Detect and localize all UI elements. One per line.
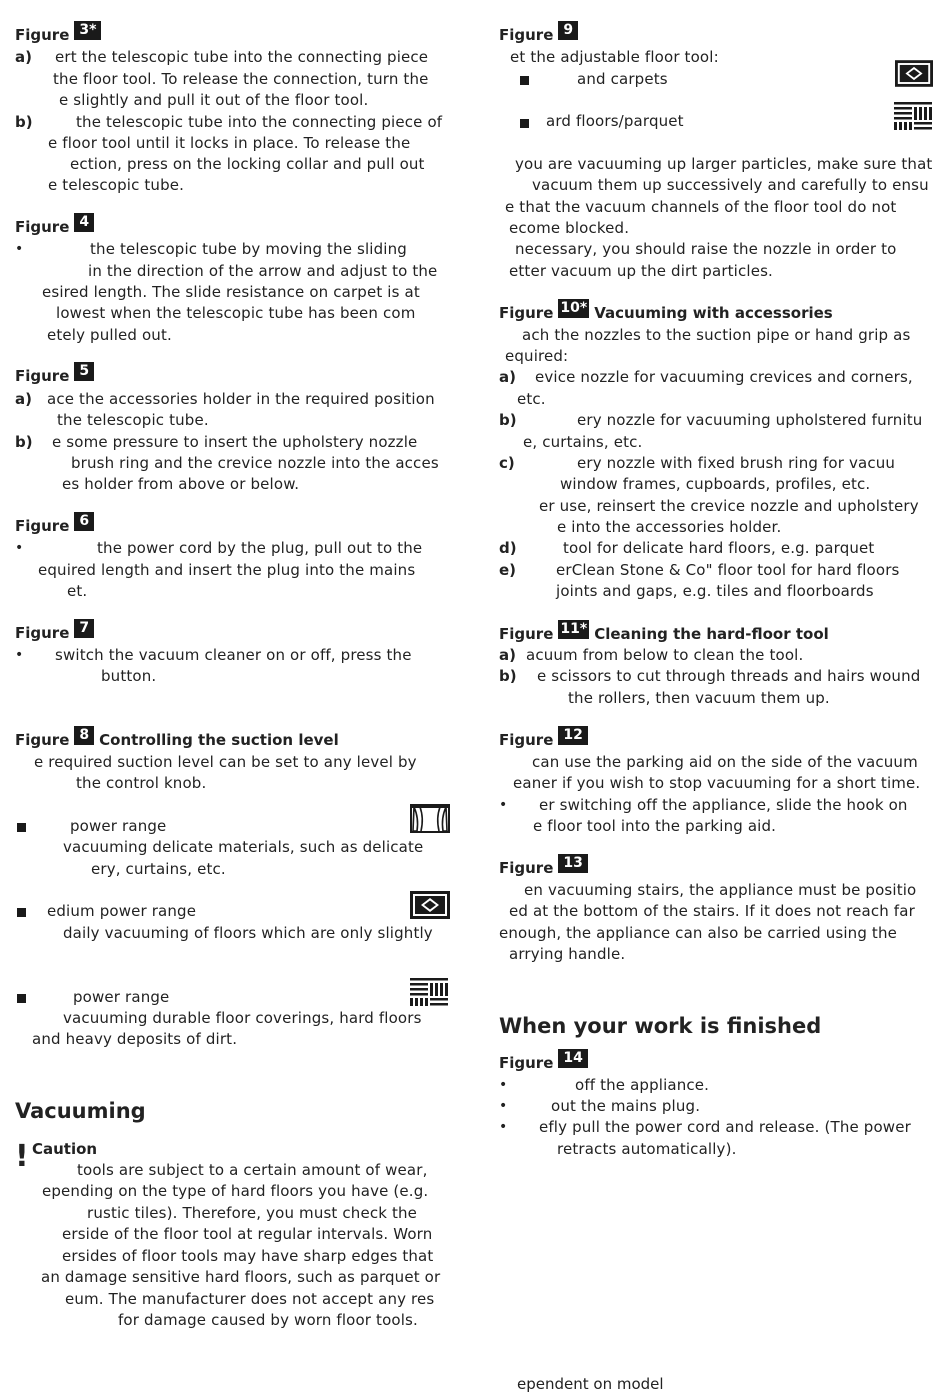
figure-label: Figure — [15, 517, 70, 535]
text-line: eum. The manufacturer does not accept any res — [65, 1290, 435, 1308]
square-bullet — [520, 119, 529, 128]
figure-number-badge: 14 — [558, 1049, 587, 1068]
text-line: in the direction of the arrow and adjust to the — [88, 262, 438, 280]
figure-9-heading — [499, 22, 578, 46]
figure-number-badge: 12 — [558, 726, 587, 745]
text-line: the power cord by the plug, pull out to the — [97, 539, 423, 557]
figure-13-heading — [499, 855, 588, 879]
text-line: tools are subject to a certain amount of wear, — [77, 1161, 428, 1179]
power-range-label: power range — [73, 988, 170, 1006]
text-line: brush ring and the crevice nozzle into the acces — [71, 454, 439, 472]
figure-label: Figure — [15, 367, 70, 385]
figure-number-badge: 8 — [74, 726, 94, 745]
text-line: acuum from below to clean the tool. — [526, 646, 804, 664]
figure-label: Figure — [15, 218, 70, 236]
carpet-icon — [410, 891, 450, 919]
text-line: ach the nozzles to the suction pipe or hand grip as — [522, 326, 911, 344]
text-line: vacuum them up successively and carefully to ensu — [532, 176, 929, 194]
caution-icon: ! — [15, 1139, 29, 1174]
figure-10-heading — [499, 300, 833, 324]
square-bullet — [17, 908, 26, 917]
curtain-icon — [410, 804, 450, 833]
text-line: etter vacuum up the dirt particles. — [509, 262, 773, 280]
figure-number-badge: 7 — [74, 619, 94, 638]
section-heading-finished: When your work is finished — [499, 1014, 822, 1038]
text-line: et. — [67, 582, 88, 600]
figure-number-badge: 3* — [74, 21, 101, 40]
text-line: the floor tool. To release the connection, turn the — [53, 70, 429, 88]
text-line: you are vacuuming up larger particles, make sure that — [515, 155, 933, 173]
text-line: enough, the appliance can also be carried using the — [499, 924, 897, 942]
bullet: • — [15, 241, 24, 257]
text-line: an damage sensitive hard floors, such as parquet or — [41, 1268, 441, 1286]
text-line: efly pull the power cord and release. (The power — [539, 1118, 911, 1136]
text-line: e slightly and pull it out of the floor tool. — [59, 91, 369, 109]
text-line: ersides of floor tools may have sharp edges that — [62, 1247, 434, 1265]
figure-label: Figure — [499, 625, 554, 643]
text-line: vacuuming durable floor coverings, hard floors — [63, 1009, 422, 1027]
figure-label: Figure — [499, 304, 554, 322]
text-line: tool for delicate hard floors, e.g. parquet — [563, 539, 875, 557]
text-line: switch the vacuum cleaner on or off, press the — [55, 646, 412, 664]
figure-12-heading — [499, 727, 588, 751]
text-line: etc. — [517, 390, 546, 408]
text-line: e floor tool into the parking aid. — [533, 817, 777, 835]
text-line: ed at the bottom of the stairs. If it does not reach far — [509, 902, 915, 920]
figure-label: Figure — [499, 26, 554, 44]
step-label-b: b) — [15, 433, 33, 451]
figure-number-badge: 6 — [74, 512, 94, 531]
text-line: evice nozzle for vacuuming crevices and corners, — [535, 368, 913, 386]
text-line: erClean Stone & Co" floor tool for hard floors — [556, 561, 900, 579]
text-line: off the appliance. — [575, 1076, 710, 1094]
step-label-a: a) — [15, 48, 32, 66]
text-line: e, curtains, etc. — [523, 433, 643, 451]
item-label-e: e) — [499, 561, 517, 579]
power-range-label: edium power range — [47, 902, 197, 920]
text-line: e required suction level can be set to any level by — [34, 753, 417, 771]
step-label-b: b) — [499, 667, 517, 685]
text-line: vacuuming delicate materials, such as delicate — [63, 838, 424, 856]
text-line: e into the accessories holder. — [557, 518, 782, 536]
text-line: the rollers, then vacuum them up. — [568, 689, 830, 707]
figure-label: Figure — [15, 26, 70, 44]
text-line: etely pulled out. — [47, 326, 172, 344]
figure-8-heading — [15, 727, 339, 751]
text-line: equired: — [505, 347, 569, 365]
bullet: • — [499, 797, 508, 813]
text-line: the telescopic tube into the connecting piece of — [76, 113, 443, 131]
carpet-icon — [895, 60, 933, 87]
text-line: rustic tiles). Therefore, you must check the — [87, 1204, 418, 1222]
bullet: • — [15, 647, 24, 663]
text-line: en vacuuming stairs, the appliance must be positio — [524, 881, 917, 899]
text-line: er use, reinsert the crevice nozzle and upholstery — [539, 497, 919, 515]
text-line: e floor tool until it locks in place. To release the — [48, 134, 411, 152]
square-bullet — [17, 994, 26, 1003]
figure-5-heading — [15, 363, 94, 387]
figure-number-badge: 13 — [558, 854, 587, 873]
hard-floor-icon — [894, 102, 932, 130]
figure-7-heading — [15, 620, 94, 644]
text-line: out the mains plug. — [551, 1097, 701, 1115]
hard-floor-icon — [410, 978, 448, 1006]
text-line: ection, press on the locking collar and pull out — [70, 155, 425, 173]
text-line: e some pressure to insert the upholstery nozzle — [52, 433, 418, 451]
figure-title: Controlling the suction level — [99, 731, 339, 749]
figure-6-heading — [15, 513, 94, 537]
text-line: retracts automatically). — [557, 1140, 737, 1158]
bullet: • — [499, 1098, 508, 1114]
square-bullet — [520, 76, 529, 85]
square-bullet — [17, 823, 26, 832]
text-line: eaner if you wish to stop vacuuming for a short time. — [513, 774, 921, 792]
item-label-a: a) — [499, 368, 516, 386]
step-label-a: a) — [499, 646, 516, 664]
text-line: ecome blocked. — [509, 219, 630, 237]
figure-11-heading — [499, 621, 829, 645]
item-label-c: c) — [499, 454, 515, 472]
text-line: and heavy deposits of dirt. — [32, 1030, 238, 1048]
step-label-a: a) — [15, 390, 32, 408]
text-line: equired length and insert the plug into the mains — [38, 561, 416, 579]
figure-14-heading — [499, 1050, 588, 1074]
text-line: ery nozzle with fixed brush ring for vacuu — [577, 454, 896, 472]
text-line: erside of the floor tool at regular intervals. Worn — [62, 1225, 433, 1243]
power-range-label: power range — [70, 817, 167, 835]
figure-4-heading — [15, 214, 94, 238]
figure-number-badge: 11* — [560, 621, 588, 637]
text-line: window frames, cupboards, profiles, etc. — [560, 475, 871, 493]
text-line: the control knob. — [76, 774, 207, 792]
setting-label: and carpets — [577, 70, 668, 88]
text-line: ert the telescopic tube into the connecting piece — [55, 48, 429, 66]
figure-number-badge: 9 — [558, 21, 578, 40]
text-line: for damage caused by worn floor tools. — [118, 1311, 418, 1329]
text-line: can use the parking aid on the side of the vacuum — [532, 753, 918, 771]
section-heading-vacuuming: Vacuuming — [15, 1099, 146, 1123]
text-line: es holder from above or below. — [62, 475, 300, 493]
text-line: er switching off the appliance, slide the hook on — [539, 796, 908, 814]
bullet: • — [499, 1077, 508, 1093]
figure-number-badge: 4 — [74, 213, 94, 232]
figure-label: Figure — [15, 731, 70, 749]
caution-label: Caution — [32, 1140, 98, 1158]
text-line: joints and gaps, e.g. tiles and floorboards — [556, 582, 874, 600]
text-line: ery, curtains, etc. — [91, 860, 226, 878]
step-label-b: b) — [15, 113, 33, 131]
text-line: e telescopic tube. — [48, 176, 185, 194]
text-line: the telescopic tube by moving the sliding — [90, 240, 407, 258]
figure-label: Figure — [499, 1054, 554, 1072]
figure-title: Vacuuming with accessories — [594, 304, 833, 322]
setting-label: ard floors/parquet — [546, 112, 684, 130]
text-line: ace the accessories holder in the required position — [47, 390, 435, 408]
text-line: arrying handle. — [509, 945, 626, 963]
figure-label: Figure — [499, 859, 554, 877]
footnote: ependent on model — [517, 1375, 664, 1393]
text-line: e scissors to cut through threads and hairs wound — [537, 667, 921, 685]
figure-number-badge: 10* — [560, 300, 588, 316]
text-line: esired length. The slide resistance on carpet is at — [42, 283, 420, 301]
figure-number-badge: 5 — [74, 362, 94, 381]
item-label-d: d) — [499, 539, 517, 557]
figure-label: Figure — [499, 731, 554, 749]
text-line: button. — [101, 667, 157, 685]
text-line: lowest when the telescopic tube has been com — [56, 304, 416, 322]
text-line: epending on the type of hard floors you have (e.g. — [42, 1182, 429, 1200]
bullet: • — [15, 540, 24, 556]
text-line: necessary, you should raise the nozzle in order to — [515, 240, 897, 258]
text-line: ery nozzle for vacuuming upholstered furnitu — [577, 411, 923, 429]
text-line: daily vacuuming of floors which are only slightly — [63, 924, 433, 942]
figure-title: Cleaning the hard-floor tool — [594, 625, 829, 643]
text-line: et the adjustable floor tool: — [510, 48, 719, 66]
bullet: • — [499, 1119, 508, 1135]
figure-label: Figure — [15, 624, 70, 642]
text-line: e that the vacuum channels of the floor tool do not — [505, 198, 897, 216]
figure-3-heading — [15, 22, 101, 46]
text-line: the telescopic tube. — [57, 411, 209, 429]
item-label-b: b) — [499, 411, 517, 429]
